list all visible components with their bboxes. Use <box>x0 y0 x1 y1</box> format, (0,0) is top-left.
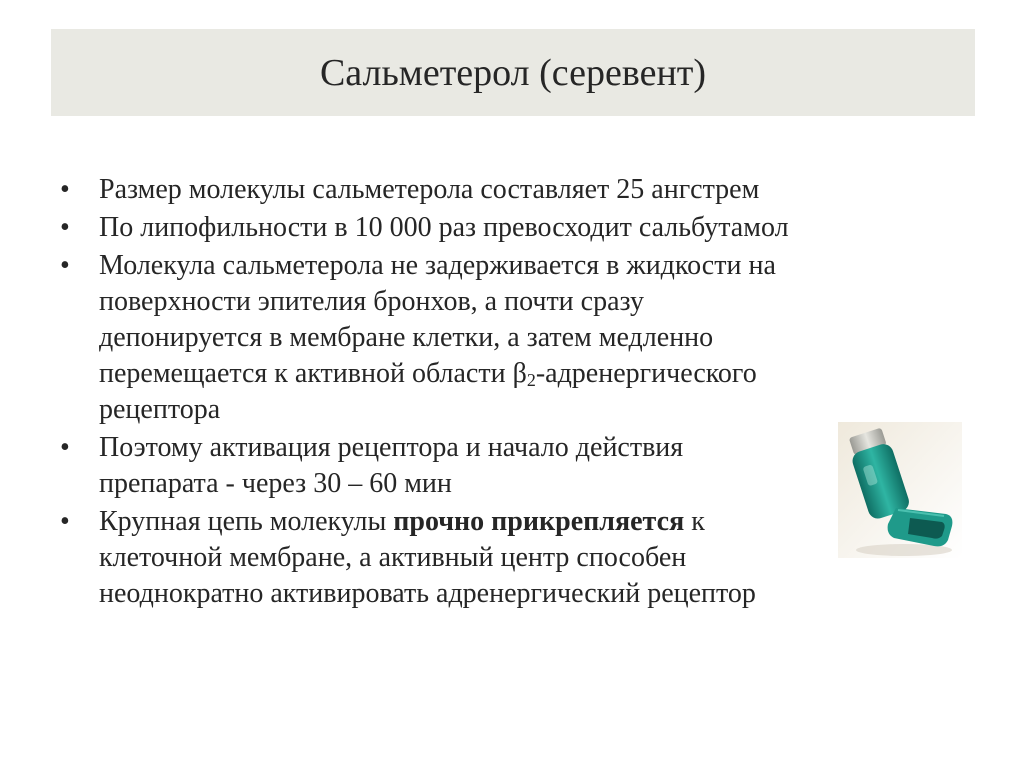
bullet-text-line <box>99 356 940 392</box>
bullet-text-line: Молекула сальметерола не задерживается в жидкости на <box>99 250 776 281</box>
bullet-marker: • <box>60 432 70 463</box>
bullet-marker: • <box>60 174 70 205</box>
bullet-list <box>60 172 940 614</box>
bullet-item-lipophilicity <box>60 210 940 246</box>
beta-subscript: 2 <box>526 370 536 390</box>
inhaler-image <box>838 422 962 558</box>
beta-symbol: β <box>512 358 527 389</box>
bullet-text-line: препарата - через 30 – 60 мин <box>99 468 452 499</box>
bullet-text-segment: перемещается к активной области <box>99 358 513 389</box>
bullet-text-line: депонируется в мембране клетки, а затем медленно <box>99 322 714 353</box>
bullet-text-line: поверхности эпителия бронхов, а почти сразу <box>99 286 644 317</box>
title-bar <box>51 29 975 116</box>
bullet-text-segment: -адренергического <box>535 358 757 389</box>
bullet-text-segment: Крупная цепь молекулы <box>99 506 394 537</box>
bullet-text-bold: прочно прикрепляется <box>393 506 685 537</box>
bullet-item-onset <box>60 430 940 502</box>
inhaler-icon <box>838 422 962 558</box>
bullet-text-line: Поэтому активация рецептора и начало действия <box>99 432 684 463</box>
bullet-text: По липофильности в 10 000 раз превосходит сальбутамол <box>99 212 789 243</box>
bullet-item-molecule-size <box>60 172 940 208</box>
bullet-text-line: клеточной мембране, а активный центр способен <box>99 542 687 573</box>
bullet-marker: • <box>60 212 70 243</box>
bullet-marker: • <box>60 250 70 281</box>
bullet-item-membrane <box>60 248 940 428</box>
bullet-text: Размер молекулы сальметерола составляет 25 ангстрем <box>99 174 760 205</box>
bullet-item-attachment <box>60 504 940 612</box>
bullet-marker: • <box>60 506 70 537</box>
bullet-text-segment: к <box>684 506 705 537</box>
bullet-text-line <box>99 504 940 540</box>
bullet-text-line: неоднократно активировать адренергический рецептор <box>99 578 756 609</box>
slide-title: Сальметерол (серевент) <box>319 51 707 94</box>
bullet-text-line: рецептора <box>99 394 221 425</box>
